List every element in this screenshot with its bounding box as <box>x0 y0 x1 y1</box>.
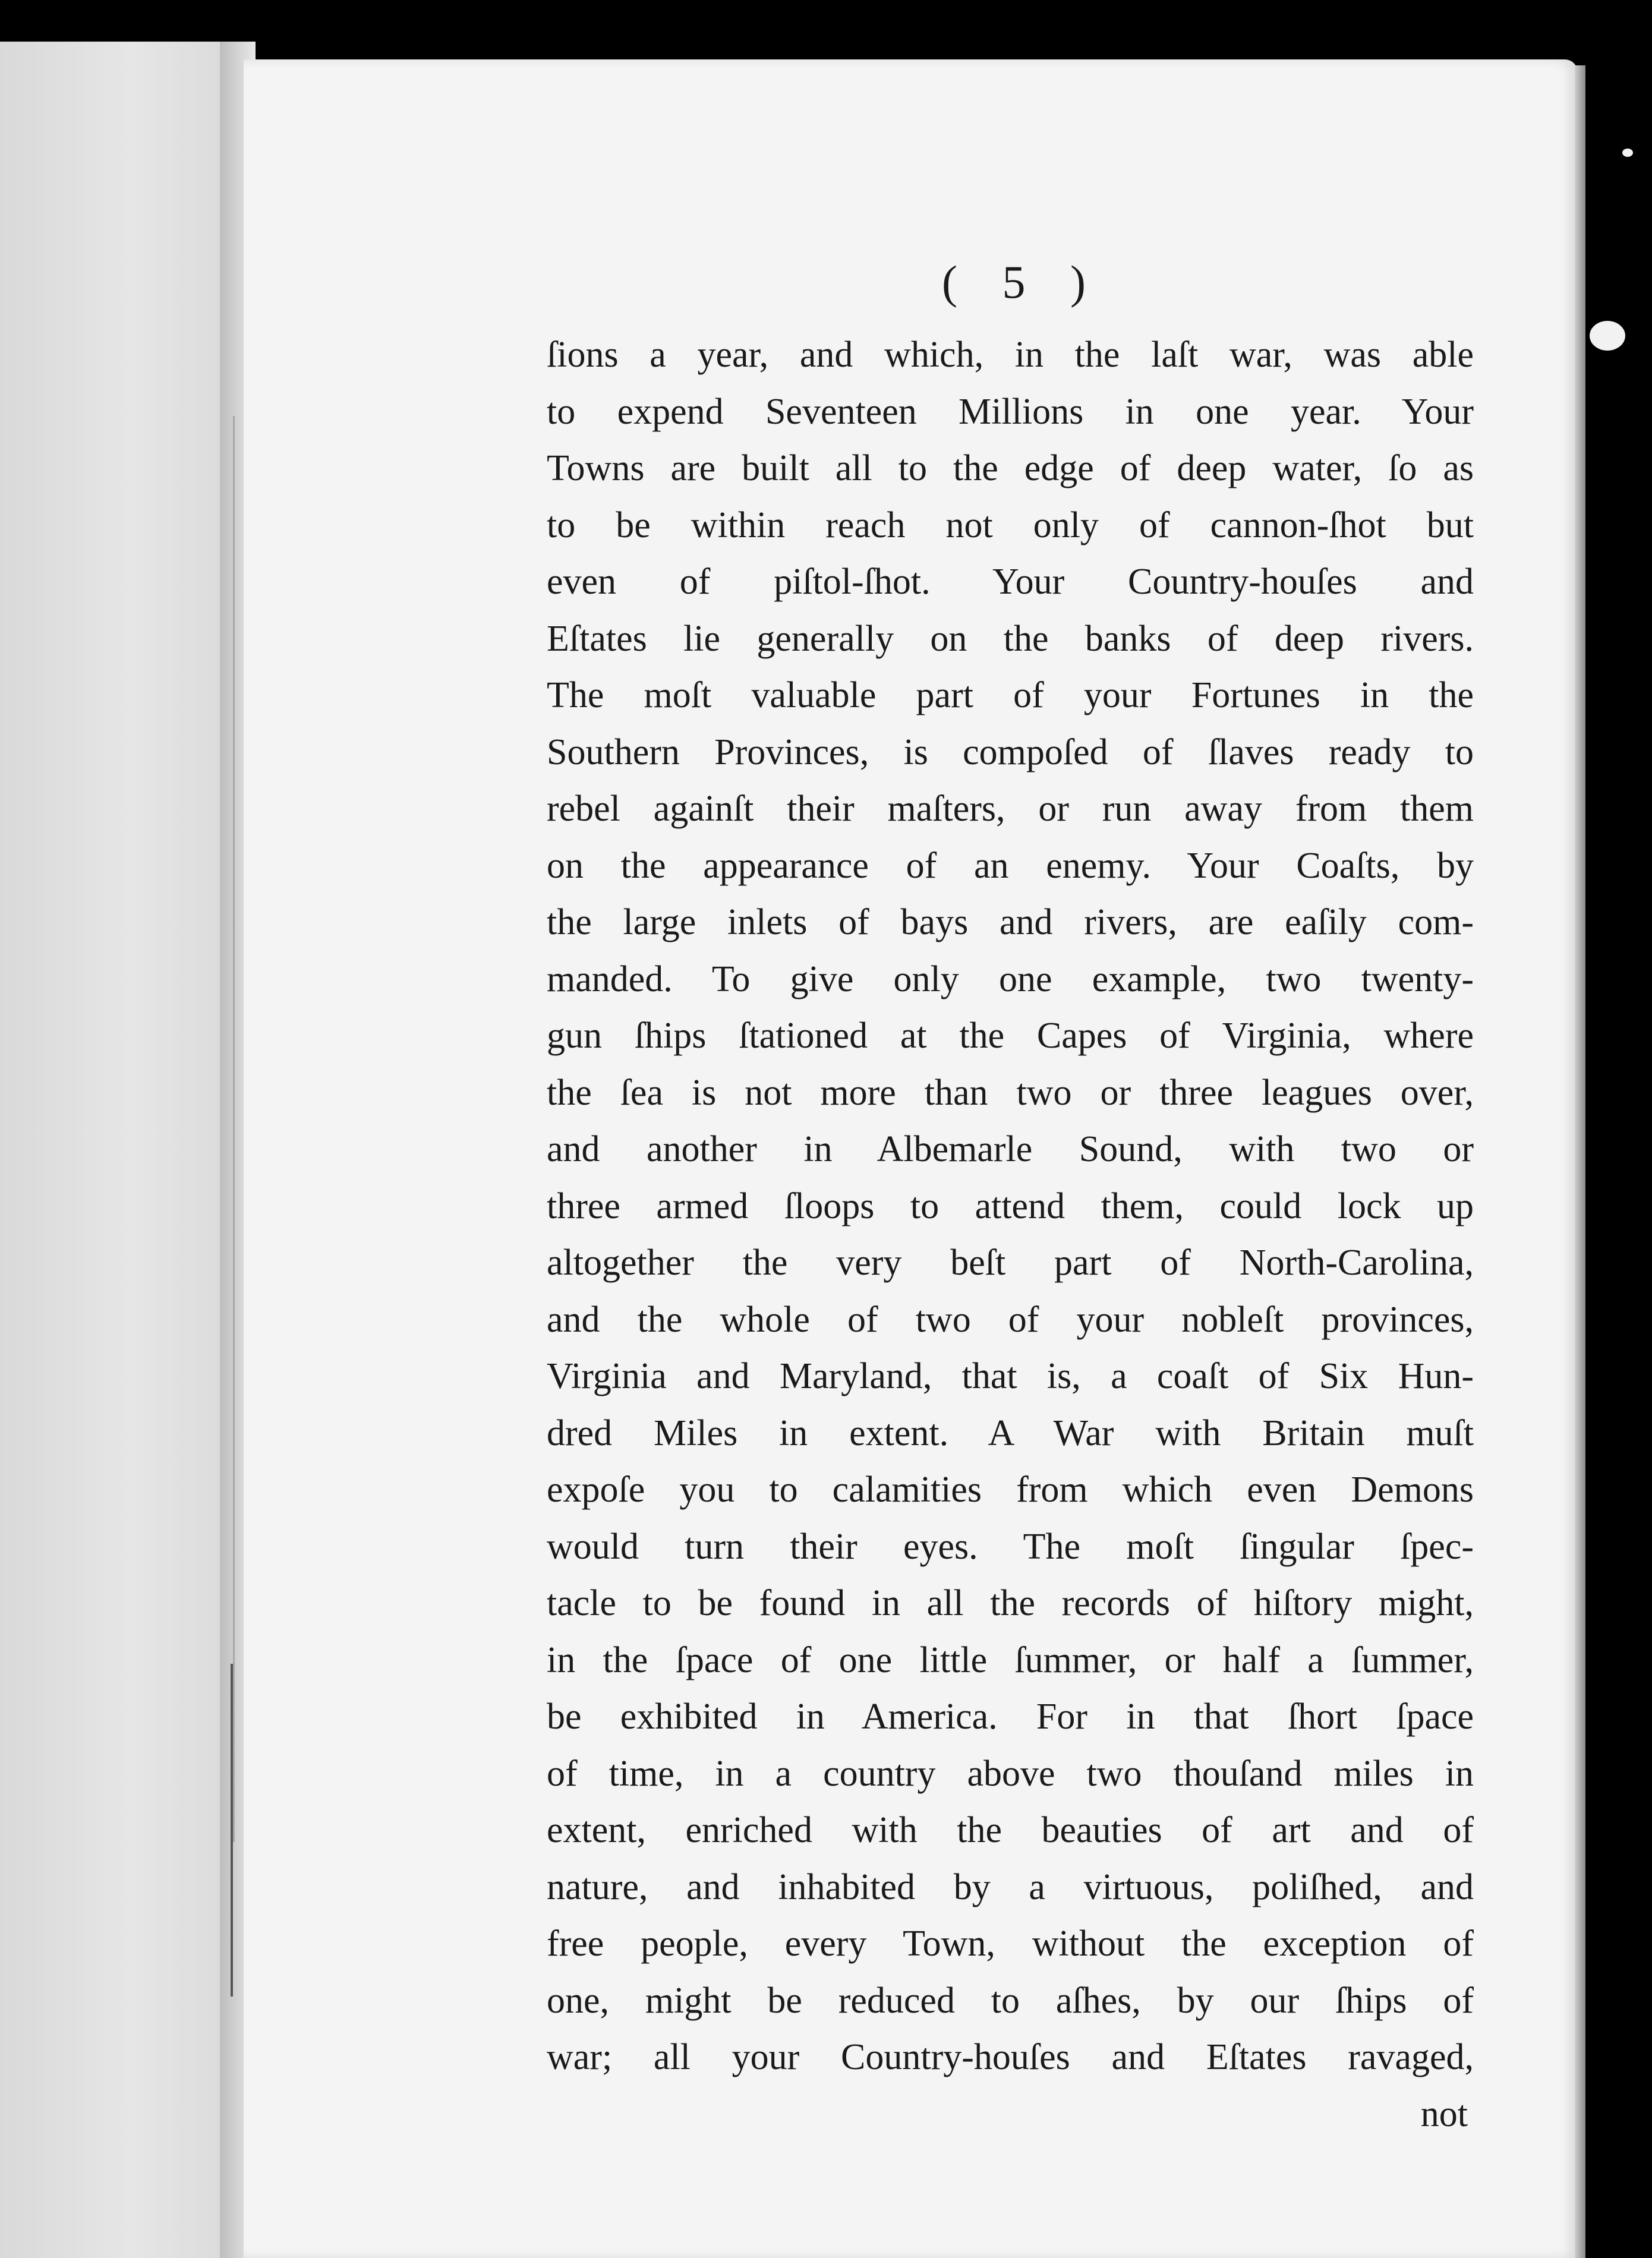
text-line: altogether the very beſt part of North-Carolina, <box>547 1242 1474 1283</box>
paper-speck <box>1590 321 1625 351</box>
text-line: even of piſtol-ſhot. Your Country-houſes and <box>547 562 1474 602</box>
page-number: ( 5 ) <box>942 256 1102 308</box>
text-line: to be within reach not only of cannon-ſhot but <box>547 504 1474 545</box>
text-line: Southern Provinces, is compoſed of ſlaves ready to <box>547 731 1474 772</box>
text-lines <box>547 327 1474 2086</box>
text-line: to expend Seventeen Millions in one year. Your <box>547 391 1474 432</box>
text-line: the ſea is not more than two or three leagues over, <box>547 1072 1474 1113</box>
text-line: and the whole of two of your nobleſt provinces, <box>547 1299 1474 1340</box>
text-line: nature, and inhabited by a virtuous, poliſhed, and <box>547 1866 1474 1907</box>
text-line: rebel againſt their maſters, or run away from them <box>547 789 1474 829</box>
text-line: manded. To give only one example, two twenty- <box>547 958 1474 999</box>
text-line: ſions a year, and which, in the laſt war, was able <box>547 335 1474 375</box>
text-line: be exhibited in America. For in that ſhort ſpace <box>547 1696 1474 1737</box>
text-line: dred Miles in extent. A War with Britain muſt <box>547 1412 1474 1453</box>
left-page-fold-mark-lower <box>231 1664 233 1997</box>
text-line: three armed ſloops to attend them, could lock up <box>547 1185 1474 1226</box>
paper-speck-small <box>1622 149 1633 157</box>
text-line: on the appearance of an enemy. Your Coaſts, by <box>547 845 1474 886</box>
text-line: war; all your Country-houſes and Eſtates ravaged, <box>547 2037 1474 2077</box>
text-line: Virginia and Maryland, that is, a coaſt of Six Hun- <box>547 1356 1474 1396</box>
text-line: Towns are built all to the edge of deep water, ſo as <box>547 448 1474 488</box>
left-page-fold-mark <box>233 416 235 1842</box>
text-line: in the ſpace of one little ſummer, or half a ſummer, <box>547 1639 1474 1680</box>
text-line: and another in Albemarle Sound, with two or <box>547 1129 1474 1169</box>
text-line: expoſe you to calamities from which even Demons <box>547 1469 1474 1510</box>
catchword: not <box>1420 2093 1468 2134</box>
text-line: gun ſhips ſtationed at the Capes of Virginia, where <box>547 1016 1474 1056</box>
left-page-blank <box>0 42 220 2258</box>
text-line: the large inlets of bays and rivers, are eaſily com- <box>547 902 1474 942</box>
text-line: extent, enriched with the beauties of art and of <box>547 1810 1474 1850</box>
right-page-edge <box>1575 65 1585 2258</box>
text-line: The moſt valuable part of your Fortunes in the <box>547 675 1474 715</box>
text-line: tacle to be found in all the records of hiſtory might, <box>547 1583 1474 1623</box>
text-line: Eſtates lie generally on the banks of deep rivers. <box>547 618 1474 659</box>
text-line: would turn their eyes. The moſt ſingular ſpec- <box>547 1526 1474 1567</box>
text-line: one, might be reduced to aſhes, by our ſhips of <box>547 1980 1474 2021</box>
page-text-block <box>547 256 1474 2143</box>
text-line: free people, every Town, without the exception of <box>547 1923 1474 1964</box>
text-line: of time, in a country above two thouſand miles in <box>547 1753 1474 1794</box>
